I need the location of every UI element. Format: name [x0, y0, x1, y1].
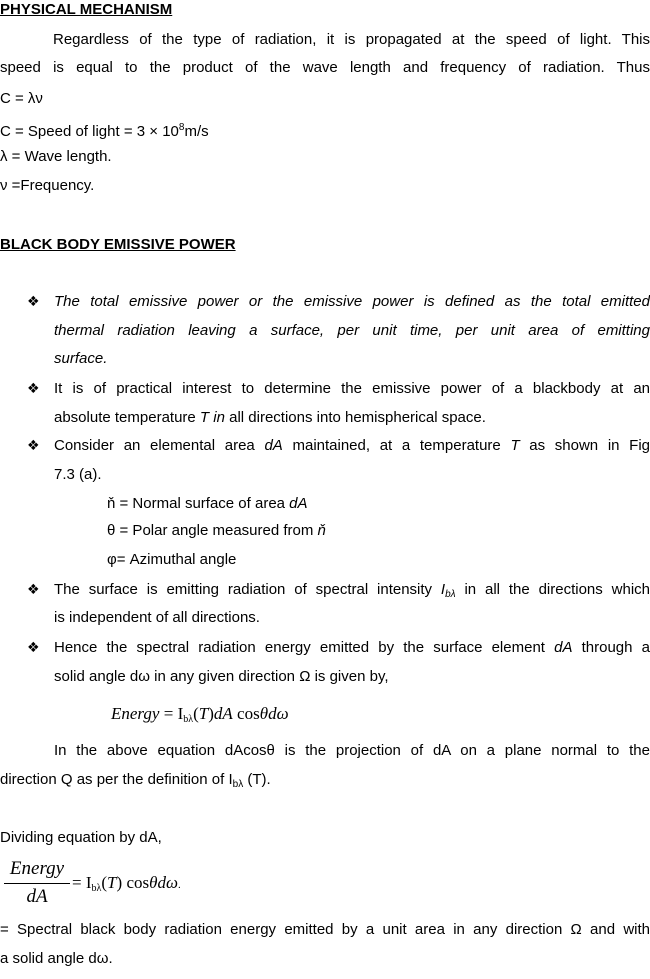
bullet-text: 7.3 (a). [54, 466, 102, 483]
bullet-text: surface. [54, 350, 108, 367]
bullet-text: The surface is emitting radiation of spectral intensity $I_{b\lambda}$ in all the directions which [54, 581, 650, 600]
energy-equation: Energy = $I_{b\lambda}(T)dA$ cosθdω [111, 704, 289, 725]
frequency-definition: ν =Frequency. [0, 177, 95, 194]
paragraph-line: Regardless of the type of radiation, it is propagated at the speed of light. This [53, 31, 650, 48]
diamond-bullet-icon: ❖ [27, 582, 40, 598]
diamond-bullet-icon: ❖ [27, 381, 40, 397]
fraction-numerator: Energy [9, 858, 65, 879]
bullet-text: The total emissive power or the emissive power is defined as the total emitted [54, 293, 650, 310]
bullet-text: It is of practical interest to determine the emissive power of a blackbody at an [54, 380, 650, 397]
definition-normal: ň = Normal surface of area dA [107, 495, 308, 512]
paragraph-line: direction Q as per the definition of $I_{b\lambda}$ (T). [0, 771, 271, 790]
bullet-text: Consider an elemental area dA maintained, at a temperature T as shown in Fig [54, 437, 650, 454]
definition-polar-angle: θ = Polar angle measured from ň [107, 522, 326, 539]
energy-per-area-equation: = $I_{b\lambda}(T)$ cosθdω. [72, 873, 181, 894]
paragraph-line: speed is equal to the product of the wave length and frequency of radiation. Thus [0, 59, 650, 76]
bullet-text: solid angle dω in any given direction Ω is given by, [54, 668, 389, 685]
fraction-denominator: dA [26, 886, 48, 907]
fraction-bar [4, 883, 70, 884]
diamond-bullet-icon: ❖ [27, 640, 40, 656]
diamond-bullet-icon: ❖ [27, 294, 40, 310]
bullet-text: is independent of all directions. [54, 609, 260, 626]
heading-black-body-emissive-power: BLACK BODY EMISSIVE POWER [0, 236, 236, 253]
paragraph-line: = Spectral black body radiation energy emitted by a unit area in any direction Ω and with [0, 921, 650, 938]
definition-azimuthal-angle: φ= Azimuthal angle [107, 551, 237, 568]
paragraph-line: In the above equation dAcosθ is the projection of dA on a plane normal to the [54, 742, 650, 759]
equation-c-lambda-nu: C = λν [0, 90, 43, 107]
dividing-text: Dividing equation by dA, [0, 829, 162, 846]
bullet-text: Hence the spectral radiation energy emitted by the surface element dA through a [54, 639, 650, 656]
bullet-text: absolute temperature T in all directions into hemispherical space. [54, 409, 486, 426]
speed-of-light-definition: C = Speed of light = $3 \times 10^8m/s$ [0, 122, 209, 140]
bullet-text: thermal radiation leaving a surface, per unit time, per unit area of emitting [54, 322, 650, 339]
heading-physical-mechanism: PHYSICAL MECHANISM [0, 1, 173, 18]
wavelength-definition: λ = Wave length. [0, 148, 112, 165]
diamond-bullet-icon: ❖ [27, 438, 40, 454]
paragraph-line: a solid angle dω. [0, 950, 113, 967]
